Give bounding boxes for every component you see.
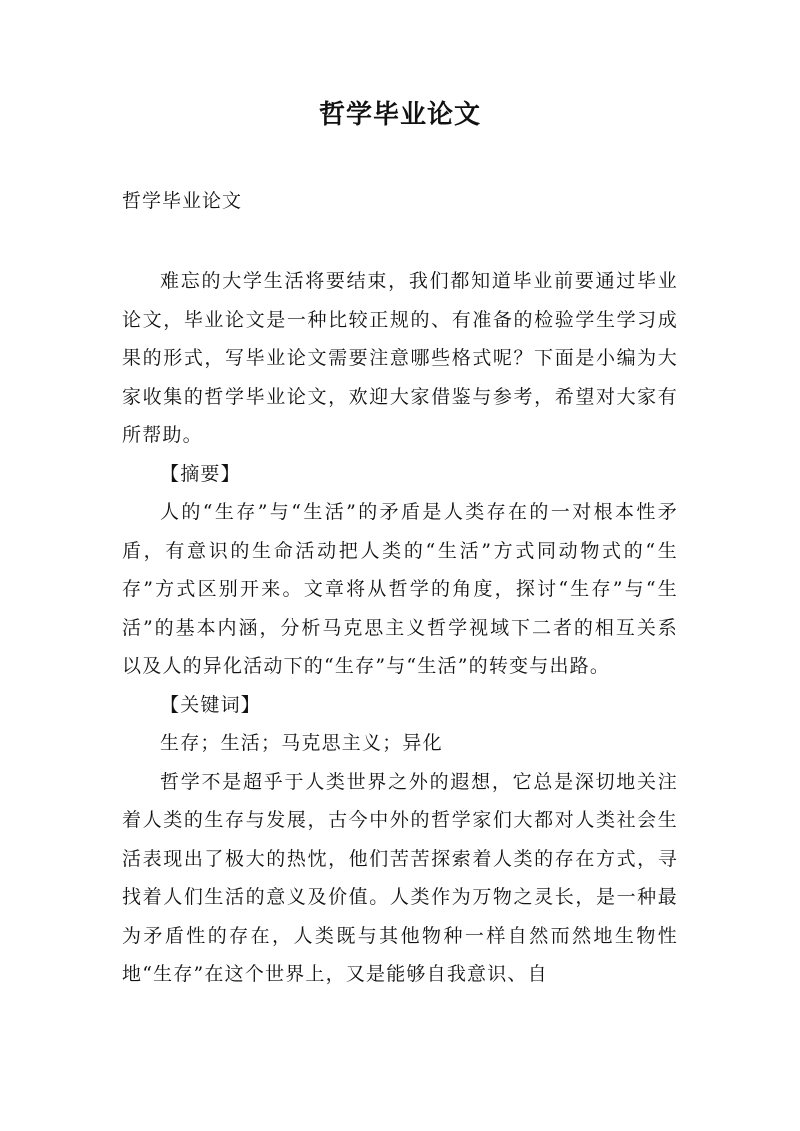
keywords-heading: 【关键词】 [160, 693, 262, 716]
body-paragraph: 哲学不是超乎于人类世界之外的遐想，它总是深切地关注着人类的生存与发展，古今中外的哲学家们大都对人类社会生活表现出了极大的热忱，他们苦苦探索着人类的存在方式，寻找着人们生活的意义及价值。人类作为万物之灵长，是一种最为矛盾性的存在，人类既与其他物种一样自然而然地生物性地“生存”在这个世界上，又是能够自我意识、自 [122, 770, 678, 985]
keywords-list: 生存；生活；马克思主义；异化 [160, 732, 443, 754]
document-title: 哲学毕业论文 [318, 100, 481, 130]
document-subtitle: 哲学毕业论文 [122, 190, 243, 212]
abstract-heading: 【摘要】 [160, 462, 241, 485]
intro-paragraph: 难忘的大学生活将要结束，我们都知道毕业前要通过毕业论文，毕业论文是一种比较正规的、有准备的检验学生学习成果的形式，写毕业论文需要注意哪些格式呢？下面是小编为大家收集的哲学毕业论文，欢迎大家借鉴与参考，希望对大家有所帮助。 [122, 270, 678, 446]
abstract-paragraph: 人的“生存”与“生活”的矛盾是人类存在的一对根本性矛盾，有意识的生命活动把人类的“生活”方式同动物式的“生存”方式区别开来。文章将从哲学的角度，探讨“生存”与“生活”的基本内涵，分析马克思主义哲学视域下二者的相互关系以及人的异化活动下的“生存”与“生活”的转变与出路。 [122, 501, 678, 677]
document-body [122, 262, 678, 994]
